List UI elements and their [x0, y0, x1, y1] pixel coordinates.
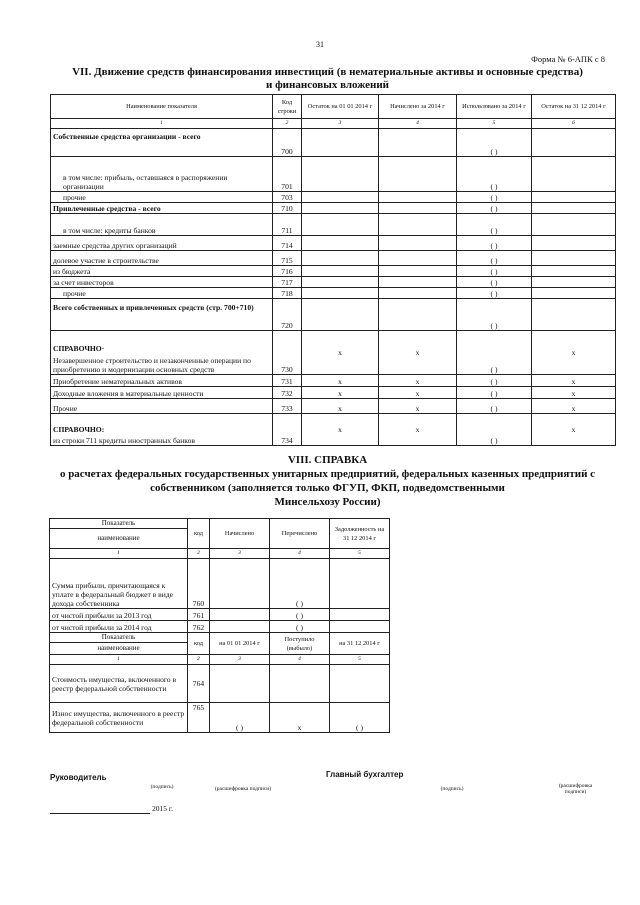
cell	[379, 236, 457, 251]
table-row	[51, 277, 616, 288]
cell: ( )	[270, 609, 330, 621]
section7-table	[50, 94, 616, 446]
cell: ( )	[457, 277, 532, 288]
cell: x	[379, 414, 457, 446]
cell: ( )	[457, 399, 532, 414]
row-code: 760	[188, 559, 210, 609]
table-row	[50, 609, 390, 621]
cell	[532, 157, 616, 192]
table-row	[50, 665, 390, 703]
cell	[379, 214, 457, 236]
col-header-transferred: Перечислено	[270, 519, 330, 549]
cell: ( )	[330, 703, 390, 733]
cell: ( )	[457, 251, 532, 266]
section8-title-line4: Минсельхозу России)	[274, 496, 381, 508]
cell	[302, 288, 379, 299]
cell	[302, 266, 379, 277]
row-label: прочие	[51, 192, 273, 203]
table-row	[51, 399, 616, 414]
cell	[532, 129, 616, 157]
cell	[532, 236, 616, 251]
row-label: Сумма прибыли, причитающаяся к уплате в федеральный бюджет в виде дохода собственника	[50, 559, 188, 609]
sign-caption: (подпись)	[150, 784, 174, 790]
cell: x	[532, 387, 616, 399]
cell	[379, 192, 457, 203]
section8-title-line1: VIII. СПРАВКА	[287, 454, 368, 466]
cell: x	[532, 414, 616, 446]
cell: ( )	[270, 559, 330, 609]
col-number: 2	[188, 549, 210, 559]
col-header-closing: на 31 12 2014 г	[330, 633, 390, 655]
row-label: Привлеченные средства - всего	[51, 203, 273, 214]
cell	[302, 157, 379, 192]
cell	[532, 299, 616, 331]
reference-label: СПРАВОЧНО·	[53, 344, 105, 353]
cell	[532, 251, 616, 266]
row-label: Прочие	[51, 399, 273, 414]
date-underline	[50, 807, 150, 814]
row-label: Износ имущества, включенного в реестр федеральной собственности	[50, 703, 188, 733]
col-header-opening: на 01 01 2014 г	[210, 633, 270, 655]
table-row	[51, 387, 616, 399]
cell	[210, 665, 270, 703]
col-header-code: Код строки	[273, 95, 302, 119]
col-number: 4	[270, 655, 330, 665]
table-row	[51, 129, 616, 157]
cell: x	[302, 331, 379, 375]
cell	[379, 266, 457, 277]
cell: ( )	[457, 299, 532, 331]
cell: x	[532, 375, 616, 387]
col-header-closing: Остаток на 31 12 2014 г	[532, 95, 616, 119]
cell: x	[302, 387, 379, 399]
cell: ( )	[270, 621, 330, 633]
decode-caption: (расшифровка подписи)	[558, 783, 593, 795]
row-code: 703	[273, 192, 302, 203]
cell: x	[302, 375, 379, 387]
col-header-name: наименование	[50, 643, 188, 655]
cell: ( )	[457, 266, 532, 277]
section7-title-line2: и финансовых вложений	[265, 79, 390, 91]
row-code: 765	[188, 703, 210, 733]
cell	[302, 277, 379, 288]
row-label: от чистой прибыли за 2013 год	[50, 609, 188, 621]
cell	[330, 621, 390, 633]
col-number: 3	[210, 655, 270, 665]
row-code: 731	[273, 375, 302, 387]
page-number: 31	[316, 40, 324, 49]
table-row	[51, 192, 616, 203]
section8-title-line2: о расчетах федеральных государственных унитарных предприятий, федеральных казенных предприятий с	[59, 468, 596, 480]
col-number: 5	[330, 655, 390, 665]
row-code: 764	[188, 665, 210, 703]
row-code: 718	[273, 288, 302, 299]
row-label: Доходные вложения в материальные ценности	[51, 387, 273, 399]
row-label: СПРАВОЧНО· Незавершенное строительство и незаконченные операции по приобретению и модернизации основных средств	[51, 331, 273, 375]
cell	[379, 203, 457, 214]
table-row	[51, 157, 616, 192]
col-number: 4	[270, 549, 330, 559]
cell	[532, 192, 616, 203]
col-header-name: Наименование показателя	[51, 95, 273, 119]
cell	[302, 203, 379, 214]
cell: x	[302, 414, 379, 446]
cell: ( )	[457, 236, 532, 251]
row-code: 710	[273, 203, 302, 214]
row-code: 716	[273, 266, 302, 277]
row-label: за счет инвесторов	[51, 277, 273, 288]
cell: ( )	[457, 331, 532, 375]
row-code: 762	[188, 621, 210, 633]
cell: ( )	[457, 288, 532, 299]
accountant-signature-label: Главный бухгалтер	[326, 770, 404, 779]
cell	[302, 236, 379, 251]
row-code: 720	[273, 299, 302, 331]
row-code: 711	[273, 214, 302, 236]
col-header-debt: Задолженность на 31 12 2014 г	[330, 519, 390, 549]
cell: x	[379, 331, 457, 375]
cell	[379, 299, 457, 331]
table-row	[51, 266, 616, 277]
col-header-code: код	[188, 633, 210, 655]
cell	[330, 665, 390, 703]
cell	[379, 129, 457, 157]
cell	[532, 214, 616, 236]
cell	[379, 157, 457, 192]
cell	[330, 609, 390, 621]
row-label: от чистой прибыли за 2014 год	[50, 621, 188, 633]
col-header-received: Поступило (выбыло)	[270, 633, 330, 655]
row-label: Стоимость имущества, включенного в реестр федеральной собственности	[50, 665, 188, 703]
cell	[302, 129, 379, 157]
row-label: Собственные средства организации - всего	[51, 129, 273, 157]
cell: ( )	[457, 414, 532, 446]
cell: ( )	[457, 375, 532, 387]
row-label: долевое участие в строительстве	[51, 251, 273, 266]
reference-label: СПРАВОЧНО:	[53, 425, 105, 434]
col-header-indicator: Показатель	[50, 519, 188, 529]
cell	[532, 203, 616, 214]
row-code: 730	[273, 331, 302, 375]
row-label: прочие	[51, 288, 273, 299]
col-header-accrued: Начислено за 2014 г	[379, 95, 457, 119]
table-row	[51, 331, 616, 375]
table-row	[51, 251, 616, 266]
row-label: Приобретение нематериальных активов	[51, 375, 273, 387]
cell: ( )	[457, 129, 532, 157]
row-label: из бюджета	[51, 266, 273, 277]
row-label: заемные средства других организаций	[51, 236, 273, 251]
col-header-used: Использовано за 2014 г	[457, 95, 532, 119]
row-code: 715	[273, 251, 302, 266]
table-row	[51, 299, 616, 331]
cell	[330, 559, 390, 609]
section7-title-line1: VII. Движение средств финансирования инвестиций (в нематериальные активы и основные средства)	[72, 66, 583, 78]
col-number: 4	[379, 119, 457, 129]
table-row	[51, 203, 616, 214]
row-code: 717	[273, 277, 302, 288]
col-number: 5	[330, 549, 390, 559]
cell	[379, 288, 457, 299]
col-number: 2	[188, 655, 210, 665]
col-header-code: код	[188, 519, 210, 549]
cell: ( )	[457, 387, 532, 399]
cell	[210, 609, 270, 621]
row-code: 734	[273, 414, 302, 446]
table-row	[51, 236, 616, 251]
table-row	[51, 288, 616, 299]
table-row	[50, 621, 390, 633]
form-tag: Форма № 6-АПК с 8	[531, 54, 605, 64]
date-year: 2015 г.	[152, 804, 173, 813]
row-label: Всего собственных и привлеченных средств (стр. 700+710)	[51, 299, 273, 331]
cell: x	[302, 399, 379, 414]
cell	[302, 214, 379, 236]
cell	[379, 251, 457, 266]
col-header-accrued: Начислено	[210, 519, 270, 549]
col-number: 3	[210, 549, 270, 559]
col-number: 1	[50, 655, 188, 665]
section8-title-line3: собственником (заполняется только ФГУП, ФКП, подведомственными	[150, 482, 505, 494]
cell	[532, 288, 616, 299]
col-number: 3	[302, 119, 379, 129]
cell	[532, 266, 616, 277]
cell	[532, 277, 616, 288]
col-number: 1	[51, 119, 273, 129]
cell	[379, 277, 457, 288]
table-row	[51, 214, 616, 236]
cell	[302, 192, 379, 203]
head-signature-label: Руководитель	[50, 773, 107, 782]
section8-table-a	[49, 518, 390, 733]
row-code: 733	[273, 399, 302, 414]
row-label: СПРАВОЧНО: из строки 711 кредиты иностранных банков	[51, 414, 273, 446]
cell: x	[379, 399, 457, 414]
cell	[302, 251, 379, 266]
cell: ( )	[457, 192, 532, 203]
table-row	[50, 703, 390, 733]
table-row	[51, 375, 616, 387]
row-code: 701	[273, 157, 302, 192]
row-code: 732	[273, 387, 302, 399]
cell: x	[270, 703, 330, 733]
row-label: в том числе: кредиты банков	[51, 214, 273, 236]
cell: x	[379, 387, 457, 399]
row-code: 761	[188, 609, 210, 621]
decode-caption: (расшифровка подписи)	[214, 786, 272, 792]
col-header-name: наименование	[50, 529, 188, 549]
cell	[210, 621, 270, 633]
cell: ( )	[457, 214, 532, 236]
col-header-indicator: Показатель	[50, 633, 188, 643]
col-number: 5	[457, 119, 532, 129]
cell: x	[379, 375, 457, 387]
cell: ( )	[457, 157, 532, 192]
sign-caption: (подпись)	[440, 786, 464, 792]
cell	[302, 299, 379, 331]
col-number: 6	[532, 119, 616, 129]
cell	[270, 665, 330, 703]
cell: x	[532, 331, 616, 375]
cell: ( )	[457, 203, 532, 214]
row-label: в том числе: прибыль, оставшаяся в распоряжении организации	[51, 157, 273, 192]
cell	[210, 559, 270, 609]
table-row	[50, 559, 390, 609]
cell: x	[532, 399, 616, 414]
cell: ( )	[210, 703, 270, 733]
row-code: 700	[273, 129, 302, 157]
row-code: 714	[273, 236, 302, 251]
col-header-opening: Остаток на 01 01 2014 г	[302, 95, 379, 119]
col-number: 2	[273, 119, 302, 129]
table-row	[51, 414, 616, 446]
col-number: 1	[50, 549, 188, 559]
